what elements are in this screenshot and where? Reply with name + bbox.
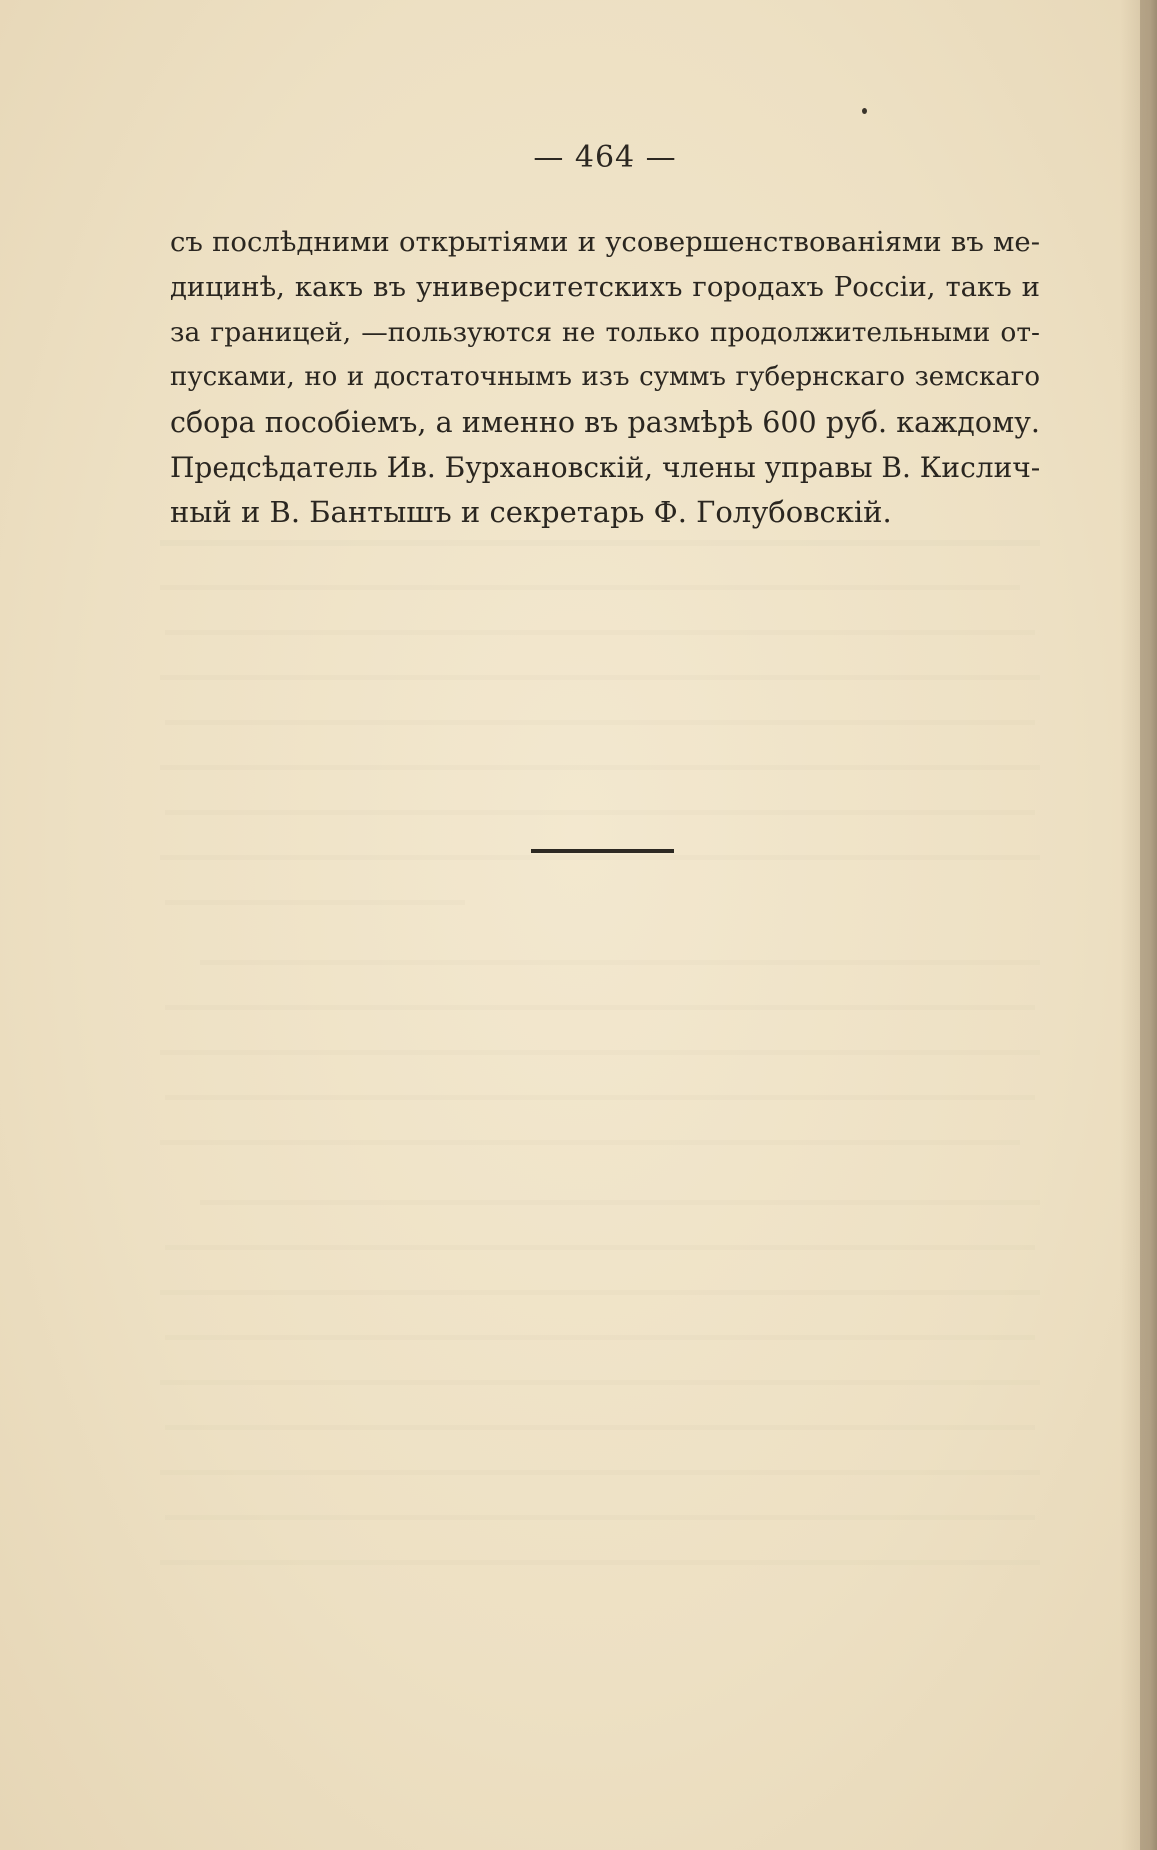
text-line-4: пусками, но и достаточнымъ изъ суммъ губернскаго земскаго — [170, 362, 1040, 392]
text-line-1: съ послѣдними открытіями и усовершенствованіями въ ме- — [170, 226, 1040, 258]
body-paragraph — [170, 220, 1040, 535]
text-line-7: ный и В. Бантышъ и секретарь Ф. Голубовскій. — [170, 495, 892, 529]
section-end-rule — [531, 849, 674, 853]
text-line-6: Предсѣдатель Ив. Бурхановскій, члены управы В. Кислич- — [170, 451, 1041, 484]
text-line-3: за границей, —пользуются не только продолжительными от- — [170, 317, 1040, 348]
ink-speck — [862, 108, 867, 114]
page-number: — 464 — — [533, 140, 677, 175]
text-line-5: сбора пособіемъ, а именно въ размѣрѣ 600 руб. каждому. — [170, 406, 1040, 439]
text-line-2: дицинѣ, какъ въ университетскихъ городахъ Россіи, такъ и — [170, 271, 1040, 303]
